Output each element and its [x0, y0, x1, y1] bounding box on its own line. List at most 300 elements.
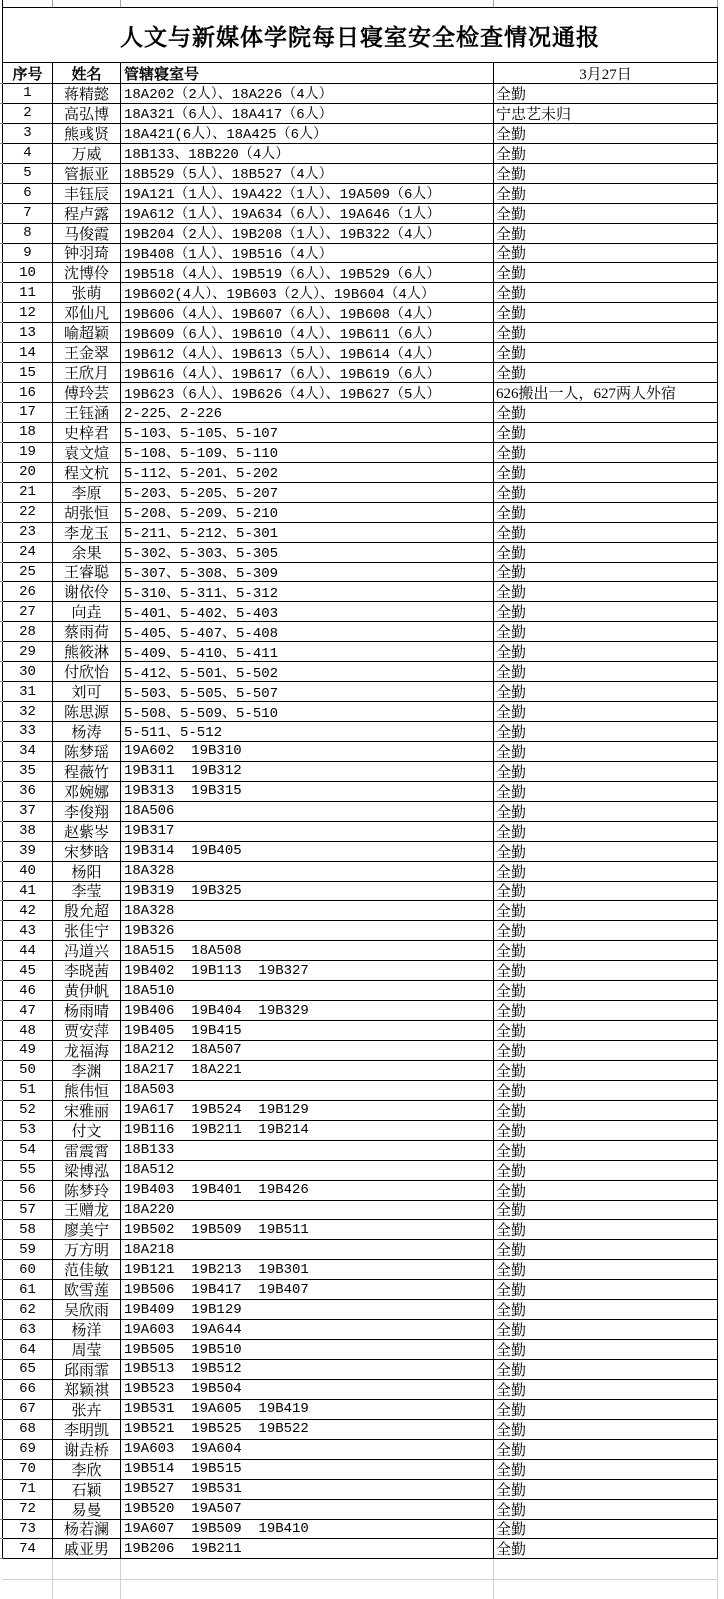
cell-status[interactable]: 全勤 — [496, 944, 527, 961]
cell-status[interactable]: 全勤 — [496, 505, 527, 522]
cell-status[interactable]: 全勤 — [496, 884, 527, 901]
cell-name[interactable]: 欧雪莲 — [53, 1280, 121, 1299]
cell-rooms[interactable]: 5-508、5-509、5-510 — [121, 702, 494, 721]
cell-name[interactable]: 王赠龙 — [53, 1201, 121, 1220]
cell-name[interactable]: 吴欣雨 — [53, 1300, 121, 1319]
cell-rooms[interactable]: 19B513 19B512 — [121, 1360, 494, 1379]
cell-status[interactable]: 全勤 — [496, 724, 527, 741]
cell-rooms[interactable]: 19B514 19B515 — [121, 1460, 494, 1479]
cell-name[interactable]: 雷震霄 — [53, 1141, 121, 1160]
cell-name[interactable]: 钟羽琦 — [53, 244, 121, 263]
cell-name[interactable]: 龙福海 — [53, 1041, 121, 1060]
cell-name[interactable]: 袁文煊 — [53, 443, 121, 462]
cell-status[interactable]: 全勤 — [496, 1542, 527, 1559]
cell-status[interactable]: 全勤 — [496, 645, 527, 662]
cell-rooms[interactable]: 19B409 19B129 — [121, 1300, 494, 1319]
cell-rooms[interactable]: 19B527 19B531 — [121, 1480, 494, 1499]
cell-name[interactable]: 王欣月 — [53, 363, 121, 382]
cell-name[interactable]: 李渊 — [53, 1061, 121, 1080]
cell-index[interactable]: 29 — [3, 642, 53, 661]
cell-rooms[interactable]: 5-511、5-512 — [121, 722, 494, 741]
cell-rooms[interactable]: 19B606（4人）、19B607（6人）、19B608（4人） — [121, 303, 494, 322]
cell-index[interactable]: 3 — [3, 124, 53, 143]
cell-index[interactable]: 14 — [3, 343, 53, 362]
cell-status[interactable]: 全勤 — [496, 1004, 527, 1021]
cell-index[interactable]: 37 — [3, 802, 53, 821]
cell-name[interactable]: 王金翠 — [53, 343, 121, 362]
cell-name[interactable]: 张卉 — [53, 1400, 121, 1419]
cell-index[interactable]: 30 — [3, 662, 53, 681]
cell-status[interactable]: 全勤 — [496, 625, 527, 642]
cell-status[interactable]: 全勤 — [496, 1163, 527, 1180]
cell-index[interactable]: 7 — [3, 204, 53, 223]
cell-index[interactable]: 51 — [3, 1081, 53, 1100]
cell-status[interactable]: 全勤 — [496, 1323, 527, 1340]
cell-index[interactable]: 21 — [3, 483, 53, 502]
cell-index[interactable]: 44 — [3, 941, 53, 960]
cell-rooms[interactable]: 19B623（6人）、19B626（4人）、19B627（5人） — [121, 383, 494, 402]
cell-rooms[interactable]: 19B121 19B213 19B301 — [121, 1260, 494, 1279]
cell-status[interactable]: 全勤 — [496, 86, 527, 103]
cell-status[interactable]: 全勤 — [496, 1442, 527, 1459]
cell-rooms[interactable]: 19B313 19B315 — [121, 782, 494, 801]
cell-rooms[interactable]: 18A321（6人）、18A417（6人） — [121, 104, 494, 123]
cell-rooms[interactable]: 2-225、2-226 — [121, 403, 494, 422]
cell-status[interactable]: 全勤 — [496, 1043, 527, 1060]
cell-index[interactable]: 53 — [3, 1121, 53, 1140]
cell-status[interactable]: 全勤 — [496, 665, 527, 682]
cell-status[interactable]: 全勤 — [496, 605, 527, 622]
cell-status[interactable]: 全勤 — [496, 465, 527, 482]
cell-status[interactable]: 全勤 — [496, 1123, 527, 1140]
cell-index[interactable]: 25 — [3, 563, 53, 582]
cell-index[interactable]: 2 — [3, 104, 53, 123]
column-header-name[interactable]: 姓名 — [53, 63, 121, 83]
cell-name[interactable]: 李龙玉 — [53, 523, 121, 542]
cell-index[interactable]: 38 — [3, 822, 53, 841]
cell-name[interactable]: 史梓君 — [53, 423, 121, 442]
cell-index[interactable]: 70 — [3, 1460, 53, 1479]
cell-rooms[interactable]: 18A328 — [121, 862, 494, 881]
cell-status[interactable]: 全勤 — [496, 186, 527, 203]
cell-rooms[interactable]: 19A612（1人）、19A634（6人）、19A646（1人） — [121, 204, 494, 223]
column-header-index[interactable]: 序号 — [3, 63, 53, 83]
cell-name[interactable]: 黄伊帆 — [53, 981, 121, 1000]
cell-rooms[interactable]: 19B403 19B401 19B426 — [121, 1181, 494, 1200]
cell-name[interactable]: 丰钰辰 — [53, 184, 121, 203]
cell-index[interactable]: 12 — [3, 303, 53, 322]
cell-name[interactable]: 戚亚男 — [53, 1539, 121, 1558]
cell-index[interactable]: 55 — [3, 1161, 53, 1180]
cell-index[interactable]: 59 — [3, 1240, 53, 1259]
cell-index[interactable]: 46 — [3, 981, 53, 1000]
cell-index[interactable]: 4 — [3, 144, 53, 163]
cell-status[interactable]: 全勤 — [496, 1143, 527, 1160]
cell-index[interactable]: 36 — [3, 782, 53, 801]
cell-index[interactable]: 69 — [3, 1440, 53, 1459]
cell-status[interactable]: 全勤 — [496, 804, 527, 821]
cell-status[interactable]: 宁忠艺未归 — [496, 106, 572, 123]
cell-name[interactable]: 贾安萍 — [53, 1021, 121, 1040]
cell-rooms[interactable]: 19B609（6人）、19B610（4人）、19B611（6人） — [121, 323, 494, 342]
cell-status[interactable]: 全勤 — [496, 744, 527, 761]
cell-index[interactable]: 26 — [3, 582, 53, 601]
cell-status[interactable]: 全勤 — [496, 425, 527, 442]
cell-index[interactable]: 47 — [3, 1001, 53, 1020]
cell-rooms[interactable]: 19B319 19B325 — [121, 882, 494, 901]
cell-rooms[interactable]: 18A220 — [121, 1201, 494, 1220]
cell-status[interactable]: 全勤 — [496, 405, 527, 422]
cell-index[interactable]: 22 — [3, 503, 53, 522]
cell-status[interactable]: 全勤 — [496, 1462, 527, 1479]
cell-status[interactable]: 全勤 — [496, 784, 527, 801]
cell-index[interactable]: 50 — [3, 1061, 53, 1080]
cell-status[interactable]: 全勤 — [496, 226, 527, 243]
cell-status[interactable]: 全勤 — [496, 924, 527, 941]
cell-rooms[interactable]: 19B206 19B211 — [121, 1539, 494, 1558]
cell-index[interactable]: 72 — [3, 1500, 53, 1519]
cell-index[interactable]: 62 — [3, 1300, 53, 1319]
cell-name[interactable]: 杨洋 — [53, 1320, 121, 1339]
cell-index[interactable]: 54 — [3, 1141, 53, 1160]
cell-name[interactable]: 邱雨霏 — [53, 1360, 121, 1379]
cell-status[interactable]: 全勤 — [496, 1482, 527, 1499]
cell-index[interactable]: 56 — [3, 1181, 53, 1200]
cell-rooms[interactable]: 19B314 19B405 — [121, 842, 494, 861]
cell-name[interactable]: 周莹 — [53, 1340, 121, 1359]
cell-name[interactable]: 万方明 — [53, 1240, 121, 1259]
cell-rooms[interactable]: 5-405、5-407、5-408 — [121, 622, 494, 641]
cell-name[interactable]: 廖美宁 — [53, 1220, 121, 1239]
cell-name[interactable]: 熊伟恒 — [53, 1081, 121, 1100]
cell-status[interactable]: 全勤 — [496, 1402, 527, 1419]
cell-status[interactable]: 全勤 — [496, 585, 527, 602]
cell-rooms[interactable]: 19A602 19B310 — [121, 742, 494, 761]
cell-index[interactable]: 71 — [3, 1480, 53, 1499]
cell-name[interactable]: 赵紫岑 — [53, 822, 121, 841]
cell-name[interactable]: 王睿聪 — [53, 563, 121, 582]
cell-status[interactable]: 全勤 — [496, 984, 527, 1001]
cell-index[interactable]: 68 — [3, 1420, 53, 1439]
cell-name[interactable]: 李俊翔 — [53, 802, 121, 821]
cell-status[interactable]: 全勤 — [496, 326, 527, 343]
cell-rooms[interactable]: 5-208、5-209、5-210 — [121, 503, 494, 522]
cell-rooms[interactable]: 19B116 19B211 19B214 — [121, 1121, 494, 1140]
cell-rooms[interactable]: 19B502 19B509 19B511 — [121, 1220, 494, 1239]
cell-name[interactable]: 梁博泓 — [53, 1161, 121, 1180]
cell-status[interactable]: 全勤 — [496, 306, 527, 323]
cell-status[interactable]: 全勤 — [496, 366, 527, 383]
cell-name[interactable]: 熊筱淋 — [53, 642, 121, 661]
cell-rooms[interactable]: 19B326 — [121, 921, 494, 940]
cell-index[interactable]: 18 — [3, 423, 53, 442]
cell-name[interactable]: 程文杭 — [53, 463, 121, 482]
cell-status[interactable]: 全勤 — [496, 705, 527, 721]
cell-status[interactable]: 全勤 — [496, 1063, 527, 1080]
cell-status[interactable]: 全勤 — [496, 146, 527, 163]
cell-name[interactable]: 程薇竹 — [53, 762, 121, 781]
cell-name[interactable]: 喻超颖 — [53, 323, 121, 342]
cell-rooms[interactable]: 19A617 19B524 19B129 — [121, 1101, 494, 1120]
cell-index[interactable]: 48 — [3, 1021, 53, 1040]
cell-rooms[interactable]: 19B506 19B417 19B407 — [121, 1280, 494, 1299]
cell-index[interactable]: 19 — [3, 443, 53, 462]
cell-name[interactable]: 杨若澜 — [53, 1520, 121, 1539]
cell-rooms[interactable]: 19B402 19B113 19B327 — [121, 961, 494, 980]
cell-index[interactable]: 33 — [3, 722, 53, 741]
cell-status[interactable]: 全勤 — [496, 445, 527, 462]
cell-index[interactable]: 13 — [3, 323, 53, 342]
cell-status[interactable]: 全勤 — [496, 904, 527, 921]
cell-rooms[interactable]: 19B521 19B525 19B522 — [121, 1420, 494, 1439]
cell-rooms[interactable]: 18A506 — [121, 802, 494, 821]
cell-status[interactable]: 全勤 — [496, 166, 527, 183]
cell-status[interactable]: 全勤 — [496, 1343, 527, 1359]
cell-name[interactable]: 宋梦晗 — [53, 842, 121, 861]
cell-index[interactable]: 6 — [3, 184, 53, 203]
cell-index[interactable]: 42 — [3, 901, 53, 920]
cell-status[interactable]: 全勤 — [496, 1502, 527, 1519]
cell-name[interactable]: 郑颖祺 — [53, 1380, 121, 1399]
cell-name[interactable]: 陈梦玲 — [53, 1181, 121, 1200]
cell-status[interactable]: 全勤 — [496, 685, 527, 702]
cell-name[interactable]: 万威 — [53, 144, 121, 163]
cell-name[interactable]: 沈博伶 — [53, 263, 121, 282]
cell-name[interactable]: 李原 — [53, 483, 121, 502]
cell-rooms[interactable]: 5-211、5-212、5-301 — [121, 523, 494, 542]
cell-name[interactable]: 付欣怡 — [53, 662, 121, 681]
cell-name[interactable]: 杨涛 — [53, 722, 121, 741]
cell-index[interactable]: 1 — [3, 84, 53, 103]
column-header-rooms[interactable]: 管辖寝室号 — [121, 63, 494, 83]
cell-rooms[interactable]: 5-409、5-410、5-411 — [121, 642, 494, 661]
column-header-date[interactable]: 3月27日 — [579, 66, 632, 83]
cell-index[interactable]: 73 — [3, 1520, 53, 1539]
cell-rooms[interactable]: 18B133、18B220（4人） — [121, 144, 494, 163]
cell-status[interactable]: 全勤 — [496, 525, 527, 542]
cell-name[interactable]: 王钰涵 — [53, 403, 121, 422]
cell-index[interactable]: 16 — [3, 383, 53, 402]
cell-rooms[interactable]: 18A512 — [121, 1161, 494, 1180]
cell-index[interactable]: 34 — [3, 742, 53, 761]
cell-status[interactable]: 全勤 — [496, 1303, 527, 1320]
cell-index[interactable]: 32 — [3, 702, 53, 721]
cell-rooms[interactable]: 18A421(6人）、18A425（6人） — [121, 124, 494, 143]
cell-status[interactable]: 全勤 — [496, 1203, 527, 1220]
cell-index[interactable]: 10 — [3, 263, 53, 282]
cell-status[interactable]: 全勤 — [496, 1422, 527, 1439]
cell-index[interactable]: 20 — [3, 463, 53, 482]
cell-index[interactable]: 9 — [3, 244, 53, 263]
cell-status[interactable]: 全勤 — [496, 246, 527, 263]
cell-rooms[interactable]: 5-412、5-501、5-502 — [121, 662, 494, 681]
cell-index[interactable]: 27 — [3, 602, 53, 621]
cell-rooms[interactable]: 19B311 19B312 — [121, 762, 494, 781]
cell-rooms[interactable]: 5-112、5-201、5-202 — [121, 463, 494, 482]
cell-index[interactable]: 64 — [3, 1340, 53, 1359]
cell-name[interactable]: 谢依伶 — [53, 582, 121, 601]
cell-name[interactable]: 陈梦瑶 — [53, 742, 121, 761]
cell-rooms[interactable]: 19A603 19A604 — [121, 1440, 494, 1459]
cell-rooms[interactable]: 19B531 19A605 19B419 — [121, 1400, 494, 1419]
cell-status[interactable]: 全勤 — [496, 1183, 527, 1200]
cell-name[interactable]: 石颖 — [53, 1480, 121, 1499]
cell-index[interactable]: 11 — [3, 283, 53, 302]
cell-name[interactable]: 管振亚 — [53, 164, 121, 183]
cell-index[interactable]: 23 — [3, 523, 53, 542]
cell-status[interactable]: 全勤 — [496, 266, 527, 283]
cell-rooms[interactable]: 19A607 19B509 19B410 — [121, 1520, 494, 1539]
cell-index[interactable]: 40 — [3, 862, 53, 881]
cell-index[interactable]: 39 — [3, 842, 53, 861]
cell-rooms[interactable]: 5-310、5-311、5-312 — [121, 582, 494, 601]
cell-name[interactable]: 陈思源 — [53, 702, 121, 721]
cell-rooms[interactable]: 19B204（2人）、19B208（1人）、19B322（4人） — [121, 224, 494, 243]
cell-name[interactable]: 李明凯 — [53, 1420, 121, 1439]
cell-index[interactable]: 41 — [3, 882, 53, 901]
cell-rooms[interactable]: 19B408（1人）、19B516（4人） — [121, 244, 494, 263]
cell-status[interactable]: 全勤 — [496, 1382, 527, 1399]
cell-name[interactable]: 付文 — [53, 1121, 121, 1140]
cell-index[interactable]: 65 — [3, 1360, 53, 1379]
cell-index[interactable]: 31 — [3, 682, 53, 701]
cell-rooms[interactable]: 19A603 19A644 — [121, 1320, 494, 1339]
cell-rooms[interactable]: 18A503 — [121, 1081, 494, 1100]
cell-name[interactable]: 胡张恒 — [53, 503, 121, 522]
cell-rooms[interactable]: 18A328 — [121, 901, 494, 920]
cell-name[interactable]: 范佳敏 — [53, 1260, 121, 1279]
cell-name[interactable]: 冯道兴 — [53, 941, 121, 960]
cell-rooms[interactable]: 19B405 19B415 — [121, 1021, 494, 1040]
cell-name[interactable]: 殷允超 — [53, 901, 121, 920]
cell-status[interactable]: 全勤 — [496, 1024, 527, 1040]
cell-index[interactable]: 63 — [3, 1320, 53, 1339]
cell-status[interactable]: 全勤 — [496, 824, 527, 841]
cell-status[interactable]: 全勤 — [496, 1522, 527, 1539]
page-title[interactable]: 人文与新媒体学院每日寝室安全检查情况通报 — [120, 24, 600, 50]
cell-name[interactable]: 傅玲芸 — [53, 383, 121, 402]
cell-status[interactable]: 全勤 — [496, 1223, 527, 1240]
cell-rooms[interactable]: 19B406 19B404 19B329 — [121, 1001, 494, 1020]
cell-status[interactable]: 全勤 — [496, 964, 527, 981]
cell-index[interactable]: 67 — [3, 1400, 53, 1419]
cell-index[interactable]: 17 — [3, 403, 53, 422]
cell-name[interactable]: 宋雅丽 — [53, 1101, 121, 1120]
cell-name[interactable]: 张佳宁 — [53, 921, 121, 940]
cell-status[interactable]: 全勤 — [496, 565, 527, 582]
cell-rooms[interactable]: 19B520 19A507 — [121, 1500, 494, 1519]
cell-status[interactable]: 全勤 — [496, 1083, 527, 1100]
cell-index[interactable]: 58 — [3, 1220, 53, 1239]
cell-name[interactable]: 刘可 — [53, 682, 121, 701]
cell-index[interactable]: 49 — [3, 1041, 53, 1060]
cell-rooms[interactable]: 18A212 18A507 — [121, 1041, 494, 1060]
cell-name[interactable]: 蒋精懿 — [53, 84, 121, 103]
cell-rooms[interactable]: 19B518（4人）、19B519（6人）、19B529（6人） — [121, 263, 494, 282]
cell-rooms[interactable]: 5-108、5-109、5-110 — [121, 443, 494, 462]
cell-name[interactable]: 杨阳 — [53, 862, 121, 881]
cell-rooms[interactable]: 18A202（2人）、18A226（4人） — [121, 84, 494, 103]
cell-rooms[interactable]: 5-302、5-303、5-305 — [121, 543, 494, 562]
cell-name[interactable]: 邓婉娜 — [53, 782, 121, 801]
cell-rooms[interactable]: 5-307、5-308、5-309 — [121, 563, 494, 582]
cell-rooms[interactable]: 18B133 — [121, 1141, 494, 1160]
cell-index[interactable]: 35 — [3, 762, 53, 781]
cell-index[interactable]: 52 — [3, 1101, 53, 1120]
cell-rooms[interactable]: 5-103、5-105、5-107 — [121, 423, 494, 442]
cell-rooms[interactable]: 19A121（1人）、19A422（1人）、19A509（6人） — [121, 184, 494, 203]
cell-rooms[interactable]: 18A515 18A508 — [121, 941, 494, 960]
cell-name[interactable]: 易曼 — [53, 1500, 121, 1519]
cell-name[interactable]: 邓仙凡 — [53, 303, 121, 322]
cell-rooms[interactable]: 19B612（4人）、19B613（5人）、19B614（4人） — [121, 343, 494, 362]
cell-status[interactable]: 全勤 — [496, 1103, 527, 1120]
cell-name[interactable]: 李莹 — [53, 882, 121, 901]
cell-status[interactable]: 全勤 — [496, 864, 527, 881]
cell-index[interactable]: 57 — [3, 1201, 53, 1220]
cell-status[interactable]: 全勤 — [496, 346, 527, 363]
cell-rooms[interactable]: 5-401、5-402、5-403 — [121, 602, 494, 621]
cell-name[interactable]: 向垚 — [53, 602, 121, 621]
cell-status[interactable]: 全勤 — [496, 1283, 527, 1300]
cell-rooms[interactable]: 19B616（4人）、19B617（6人）、19B619（6人） — [121, 363, 494, 382]
cell-status[interactable]: 全勤 — [496, 545, 527, 562]
cell-rooms[interactable]: 19B317 — [121, 822, 494, 841]
cell-name[interactable]: 张萌 — [53, 283, 121, 302]
cell-rooms[interactable]: 18A218 — [121, 1240, 494, 1259]
cell-name[interactable]: 马俊霞 — [53, 224, 121, 243]
cell-name[interactable]: 蔡雨荷 — [53, 622, 121, 641]
cell-name[interactable]: 李晓茜 — [53, 961, 121, 980]
cell-rooms[interactable]: 18B529（5人）、18B527（4人） — [121, 164, 494, 183]
cell-rooms[interactable]: 5-203、5-205、5-207 — [121, 483, 494, 502]
cell-status[interactable]: 全勤 — [496, 126, 527, 143]
cell-status[interactable]: 全勤 — [496, 485, 527, 502]
cell-name[interactable]: 谢垚桥 — [53, 1440, 121, 1459]
cell-name[interactable]: 程卢露 — [53, 204, 121, 223]
cell-status[interactable]: 全勤 — [496, 1362, 527, 1379]
cell-index[interactable]: 74 — [3, 1539, 53, 1558]
cell-index[interactable]: 45 — [3, 961, 53, 980]
cell-status[interactable]: 全勤 — [496, 206, 527, 223]
cell-index[interactable]: 43 — [3, 921, 53, 940]
cell-rooms[interactable]: 18A217 18A221 — [121, 1061, 494, 1080]
cell-rooms[interactable]: 19B602(4人）、19B603（2人）、19B604（4人） — [121, 283, 494, 302]
cell-name[interactable]: 余果 — [53, 543, 121, 562]
cell-index[interactable]: 66 — [3, 1380, 53, 1399]
cell-rooms[interactable]: 5-503、5-505、5-507 — [121, 682, 494, 701]
cell-name[interactable]: 杨雨晴 — [53, 1001, 121, 1020]
cell-status[interactable]: 全勤 — [496, 1243, 527, 1260]
cell-rooms[interactable]: 19B505 19B510 — [121, 1340, 494, 1359]
cell-status[interactable]: 626搬出一人，627两人外宿 — [496, 386, 677, 402]
cell-index[interactable]: 28 — [3, 622, 53, 641]
cell-rooms[interactable]: 18A510 — [121, 981, 494, 1000]
cell-name[interactable]: 李欣 — [53, 1460, 121, 1479]
cell-index[interactable]: 15 — [3, 363, 53, 382]
cell-index[interactable]: 24 — [3, 543, 53, 562]
cell-status[interactable]: 全勤 — [496, 844, 527, 861]
cell-index[interactable]: 5 — [3, 164, 53, 183]
cell-status[interactable]: 全勤 — [496, 286, 527, 303]
cell-rooms[interactable]: 19B523 19B504 — [121, 1380, 494, 1399]
cell-name[interactable]: 熊彧贤 — [53, 124, 121, 143]
cell-index[interactable]: 8 — [3, 224, 53, 243]
cell-name[interactable]: 高弘博 — [53, 104, 121, 123]
cell-status[interactable]: 全勤 — [496, 1263, 527, 1280]
cell-index[interactable]: 60 — [3, 1260, 53, 1279]
cell-index[interactable]: 61 — [3, 1280, 53, 1299]
